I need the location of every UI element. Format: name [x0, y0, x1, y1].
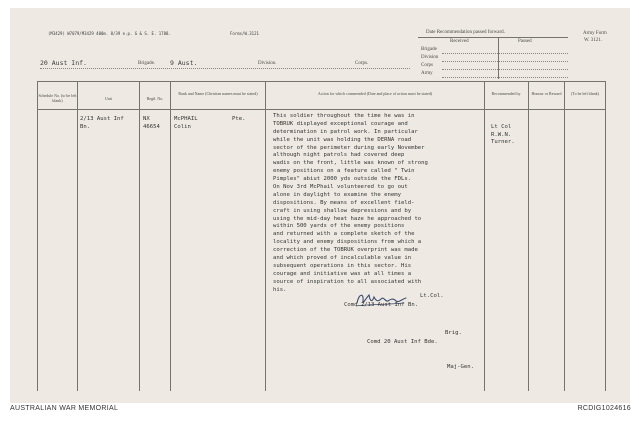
signoff-unit: Comd 2/13 Aust Inf Bn. [344, 302, 419, 308]
narrative-line: within 500 yards of the enemy positions [273, 223, 405, 230]
entry-rank: Pte. [232, 116, 246, 122]
col-honour: Honour or Reward [531, 91, 562, 96]
narrative-line: wadis on the front, little was known of strong [273, 160, 428, 167]
signoff-title: Lt.Col. [420, 293, 444, 299]
narrative-line: Pimples" abiut 2000 yds outside the FDLs. [273, 176, 412, 183]
date-rec-title: Date Recommendation passed forward. [426, 30, 505, 35]
entry-unit [80, 116, 124, 131]
narrative-line: using the mid-day heat haze he approached to [273, 215, 422, 222]
routing-corps: Corps [421, 63, 433, 68]
footer-catalogue-id: RCDIG1024616 [577, 405, 631, 412]
majgen-label: Maj-Gen. [447, 364, 474, 370]
narrative-line: while the unit was holding the DERNA road [273, 136, 412, 143]
narrative-line: although night patrols had covered deep [273, 152, 405, 159]
col-blank: (To be left blank) [571, 91, 599, 96]
routing-brigade: Brigade [421, 47, 437, 52]
narrative-line: locality and enemy dispositions from which a [273, 239, 422, 246]
col-unit: Unit [104, 96, 113, 101]
narrative-line: craft in using shallow depressions and by [273, 207, 412, 214]
narrative-line: This soldier throughout the time he was in [273, 113, 415, 119]
entry-given-name: Colin [174, 123, 191, 130]
narrative-line: and returned with a complete sketch of the [273, 231, 415, 238]
narrative-line: and which proved of incalculable value in [273, 255, 412, 262]
narrative-line: determination in patrol work. In particular [273, 128, 418, 135]
col-schedule-no: Schedule No. (to be left blank) [38, 93, 77, 103]
citation-narrative [273, 113, 428, 294]
unit-header-value: 20 Aust Inf. [40, 59, 87, 67]
narrative-line: correction of the TOBRUK overprint was made [273, 247, 418, 254]
print-code: (M3429) W7079/M3429 400m. 8/39 e.p. G & S. E. 1788. [48, 31, 171, 36]
brigade-value: 9 Aust. [170, 59, 198, 67]
entry-regt-prefix: NX [143, 116, 150, 122]
narrative-line: subsequent operations in this sector. His [273, 262, 412, 269]
col-rank-name: Rank and Name (Christian names must be stated) [178, 91, 258, 96]
passed-label: Passed [518, 39, 532, 44]
narrative-line: alone in daylight to examine the enemy [273, 191, 401, 198]
brigadier-label: Brig. [445, 330, 462, 336]
army-form-label: Army Form [583, 31, 607, 36]
col-recommended-by: Recommended by [491, 91, 521, 96]
entry-unit-line2: Bn. [80, 123, 91, 130]
entry-recommended-by [491, 124, 515, 147]
routing-army: Army [421, 71, 433, 76]
narrative-line: sector of the perimeter during early November [273, 144, 425, 151]
narrative-line: his. [273, 286, 287, 293]
entry-name [174, 116, 198, 131]
narrative-line: courage and initiative was at all times a [273, 270, 412, 277]
narrative-line: source of inspiration to all associated with [273, 278, 422, 285]
routing-division: Division [421, 55, 439, 60]
corps-label: Corps. [355, 61, 369, 66]
entry-regt-no [143, 116, 160, 131]
rec-initials: R.W.N. [491, 131, 512, 138]
narrative-line: On Nov 3rd McPhail volunteered to go out [273, 184, 408, 191]
brigade-label: Brigade. [138, 61, 156, 66]
narrative-line: enemy positions on a feature called " Twin [273, 168, 415, 175]
rec-rank: Lt Col [491, 124, 512, 130]
entry-surname: McPHAIL [174, 116, 198, 122]
forms-code: Forms/W.3121 [230, 31, 259, 36]
narrative-line: TOBRUK displayed exceptional courage and [273, 120, 408, 127]
col-regt-no: Regtl. No. [146, 96, 164, 101]
division-label: Division. [258, 61, 277, 66]
col-action: Action for which commended (Date and place of action must be stated) [317, 91, 433, 96]
received-label: Received [450, 39, 469, 44]
narrative-line: dispositions. By means of excellent field- [273, 199, 415, 206]
rec-surname: Turner. [491, 139, 515, 146]
footer-institution: AUSTRALIAN WAR MEMORIAL [10, 405, 119, 412]
army-form-number: W. 3121. [584, 38, 603, 43]
brigadier-unit: Comd 20 Aust Inf Bde. [367, 339, 438, 345]
entry-unit-line1: 2/13 Aust Inf [80, 116, 124, 122]
entry-regt-number: 46654 [143, 123, 160, 130]
